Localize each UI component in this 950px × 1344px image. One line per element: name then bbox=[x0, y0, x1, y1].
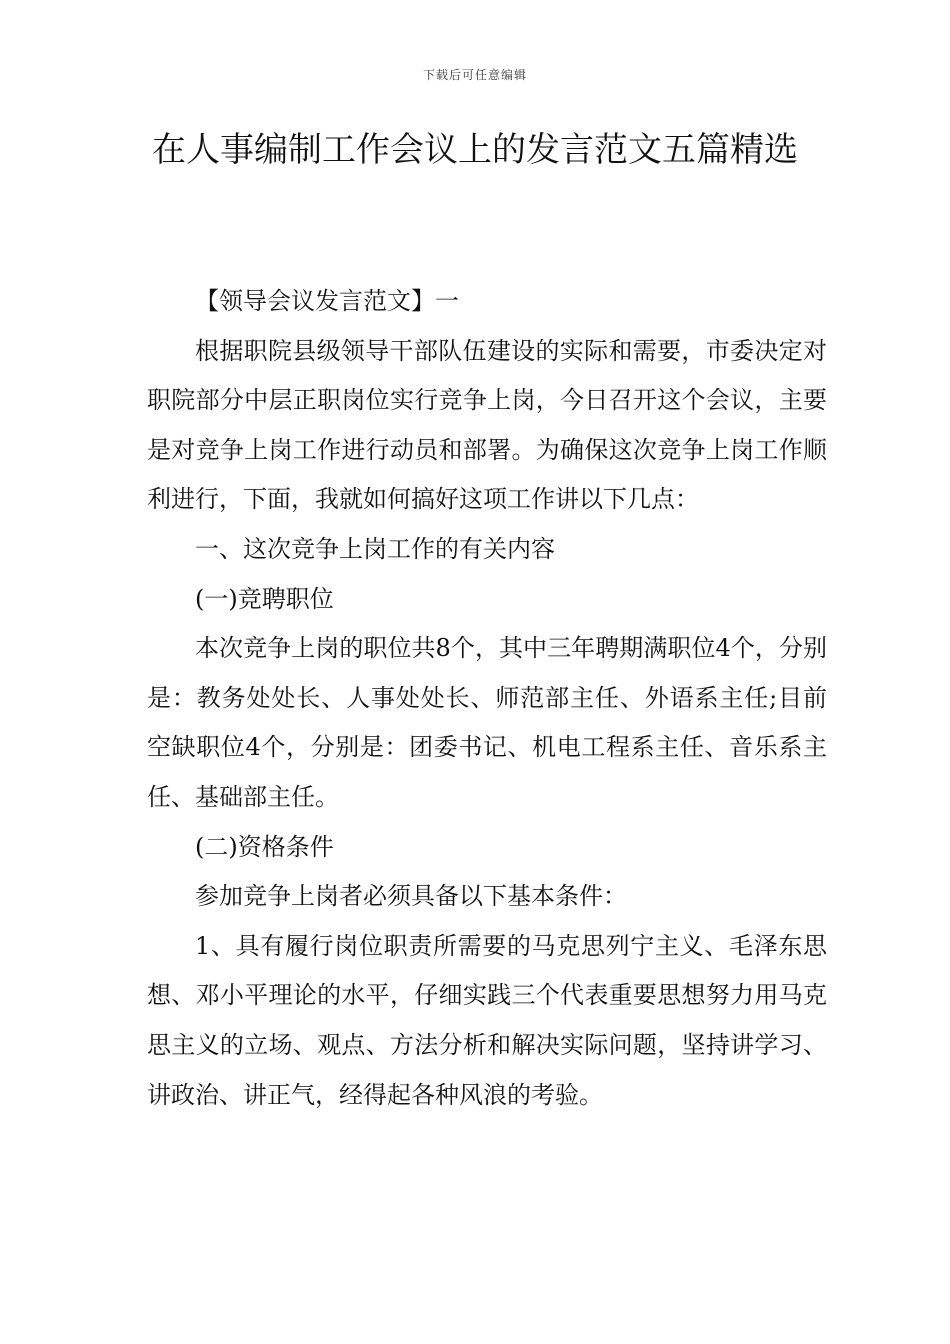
document-body bbox=[147, 277, 827, 1120]
subsection-heading: (一)竞聘职位 bbox=[195, 584, 334, 613]
body-paragraph: 参加竞争上岗者必须具备以下基本条件： bbox=[195, 882, 627, 911]
subsection-heading: (二)资格条件 bbox=[195, 832, 334, 861]
header-note: 下载后可任意编辑 bbox=[422, 68, 527, 82]
body-paragraph: 1、具有履行岗位职责所需要的马克思列宁主义、毛泽东思想、邓小平理论的水平，仔细实践三个代表重要思想努力用马克思主义的立场、观点、方法分析和解决实际问题，坚持讲学习、讲政治、讲正气，经得起各种风浪的考验。 bbox=[147, 931, 827, 1109]
body-paragraph: 根据职院县级领导干部队伍建设的实际和需要，市委决定对职院部分中层正职岗位实行竞争上岗，今日召开这个会议，主要是对竞争上岗工作进行动员和部署。为确保这次竞争上岗工作顺利进行，下面，我就如何搞好这项工作讲以下几点： bbox=[147, 336, 827, 514]
subsection-heading: 一、这次竞争上岗工作的有关内容 bbox=[195, 534, 555, 563]
document-title: 在人事编制工作会议上的发言范文五篇精选 bbox=[152, 130, 798, 170]
body-paragraph: 本次竞争上岗的职位共8个，其中三年聘期满职位4个，分别是：教务处处长、人事处处长、师范部主任、外语系主任;目前空缺职位4个，分别是：团委书记、机电工程系主任、音乐系主任、基础部主任。 bbox=[147, 634, 827, 811]
section-heading: 【领导会议发言范文】一 bbox=[195, 287, 459, 315]
